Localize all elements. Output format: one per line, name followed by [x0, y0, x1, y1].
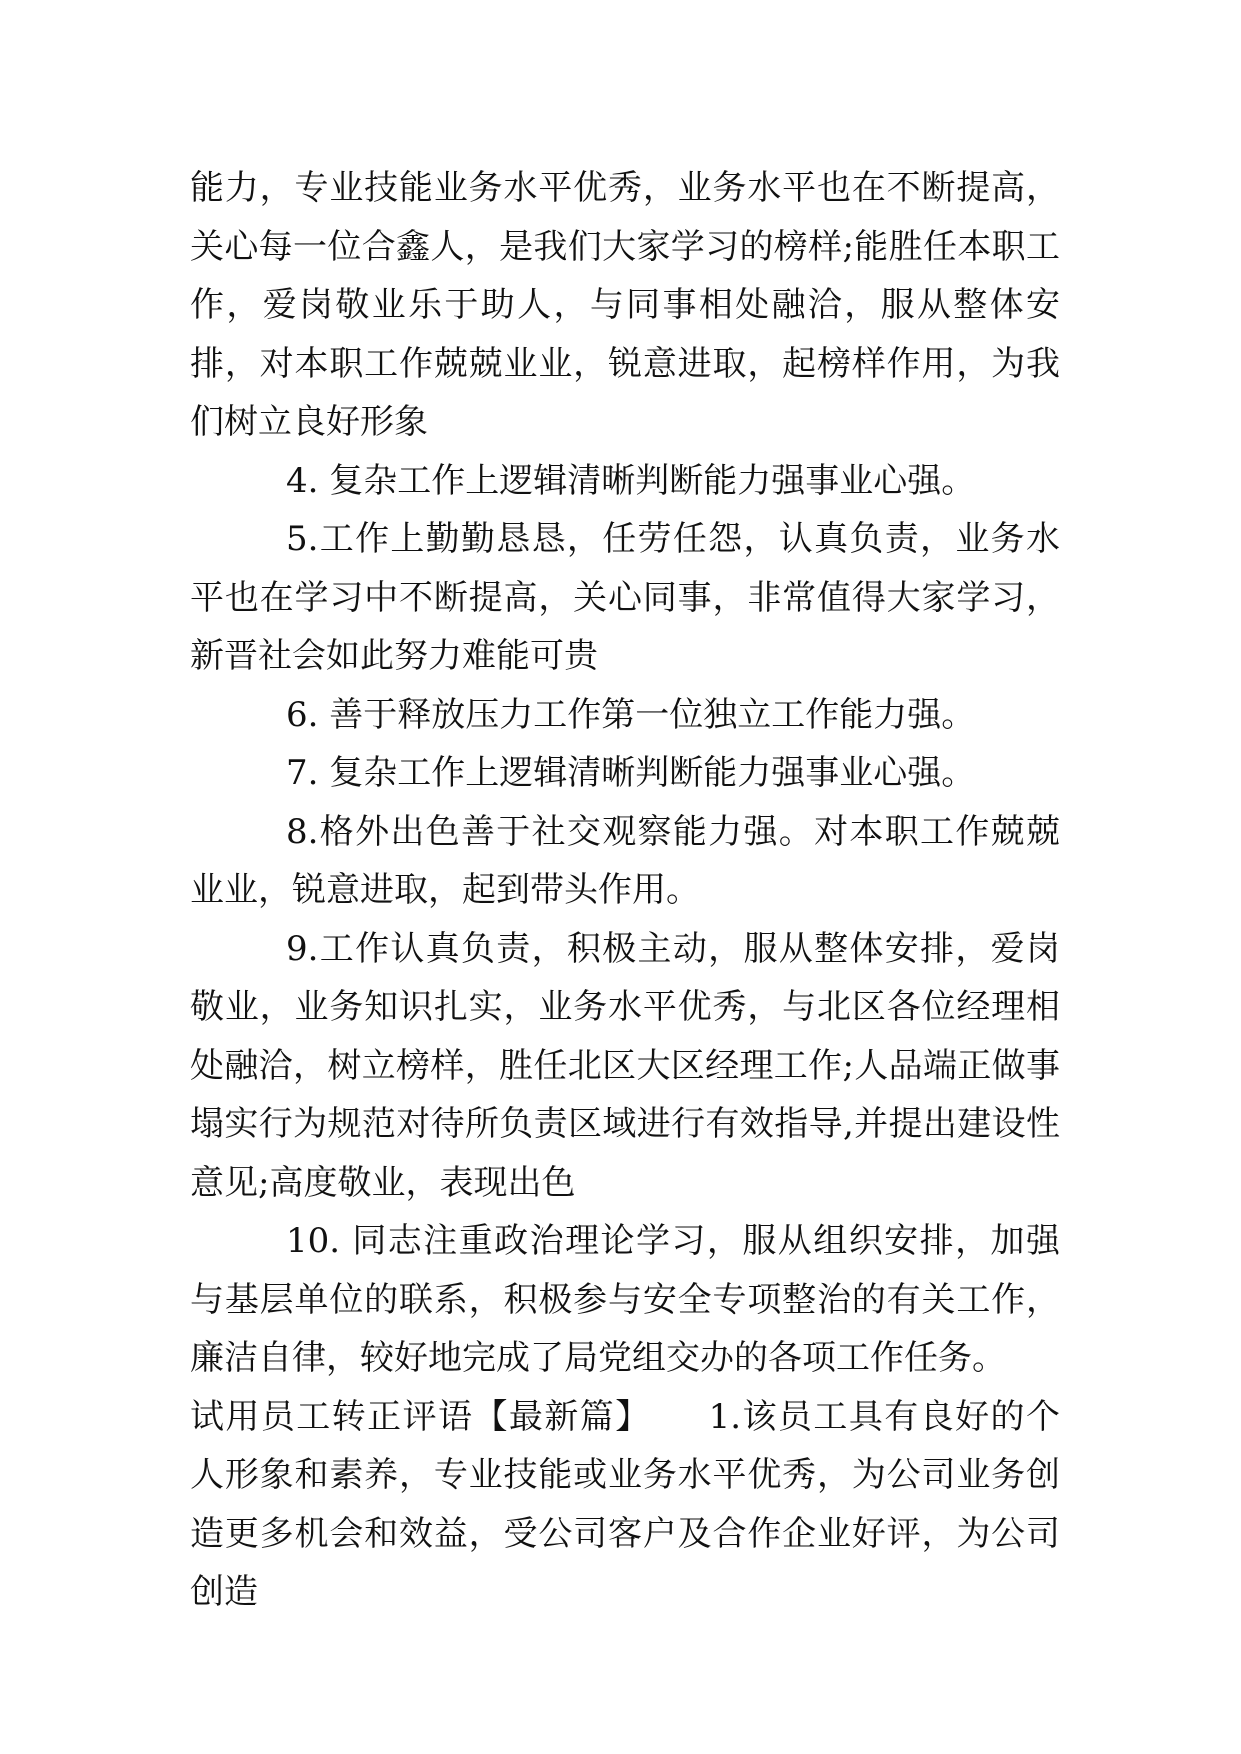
document-body	[190, 159, 1060, 1622]
list-item-4: 4. 复杂工作上逻辑清晰判断能力强事业心强。	[286, 460, 976, 501]
list-item-5: 5.工作上勤勤恳恳，任劳任怨，认真负责，业务水平也在学习中不断提高，关心同事，非常值得大家学习，新晋社会如此努力难能可贵	[190, 519, 1060, 676]
section-first-item: 1.该员工具有良好的个人形象和素养，专业技能或业务水平优秀，为公司业务创造更多机会和效益，受公司客户及合作企业好评，为公司创造	[190, 1396, 1060, 1612]
list-item-6: 6. 善于释放压力工作第一位独立工作能力强。	[286, 694, 976, 735]
list-item-8: 8.格外出色善于社交观察能力强。对本职工作兢兢业业，锐意进取，起到带头作用。	[190, 811, 1060, 910]
section-paragraph	[190, 1388, 1060, 1622]
list-item-10: 10. 同志注重政治理论学习，服从组织安排，加强与基层单位的联系，积极参与安全专项整治的有关工作，廉洁自律，较好地完成了局党组交办的各项工作任务。	[190, 1221, 1060, 1378]
paragraph-continued: 能力，专业技能业务水平优秀，业务水平也在不断提高，关心每一位合鑫人，是我们大家学习的榜样;能胜任本职工作，爱岗敬业乐于助人，与同事相处融洽，服从整体安排，对本职工作兢兢业业，锐意进取，起榜样作用，为我们树立良好形象	[190, 168, 1061, 442]
list-item-7: 7. 复杂工作上逻辑清晰判断能力强事业心强。	[286, 753, 976, 793]
section-heading: 试用员工转正评语【最新篇】	[190, 1396, 651, 1437]
list-item-9: 9.工作认真负责，积极主动，服从整体安排，爱岗敬业，业务知识扎实，业务水平优秀，与北区各位经理相处融洽，树立榜样，胜任北区大区经理工作;人品端正做事塌实行为规范对待所负责区域进行有效指导,并提出建设性意见;高度敬业，表现出色	[190, 928, 1061, 1203]
